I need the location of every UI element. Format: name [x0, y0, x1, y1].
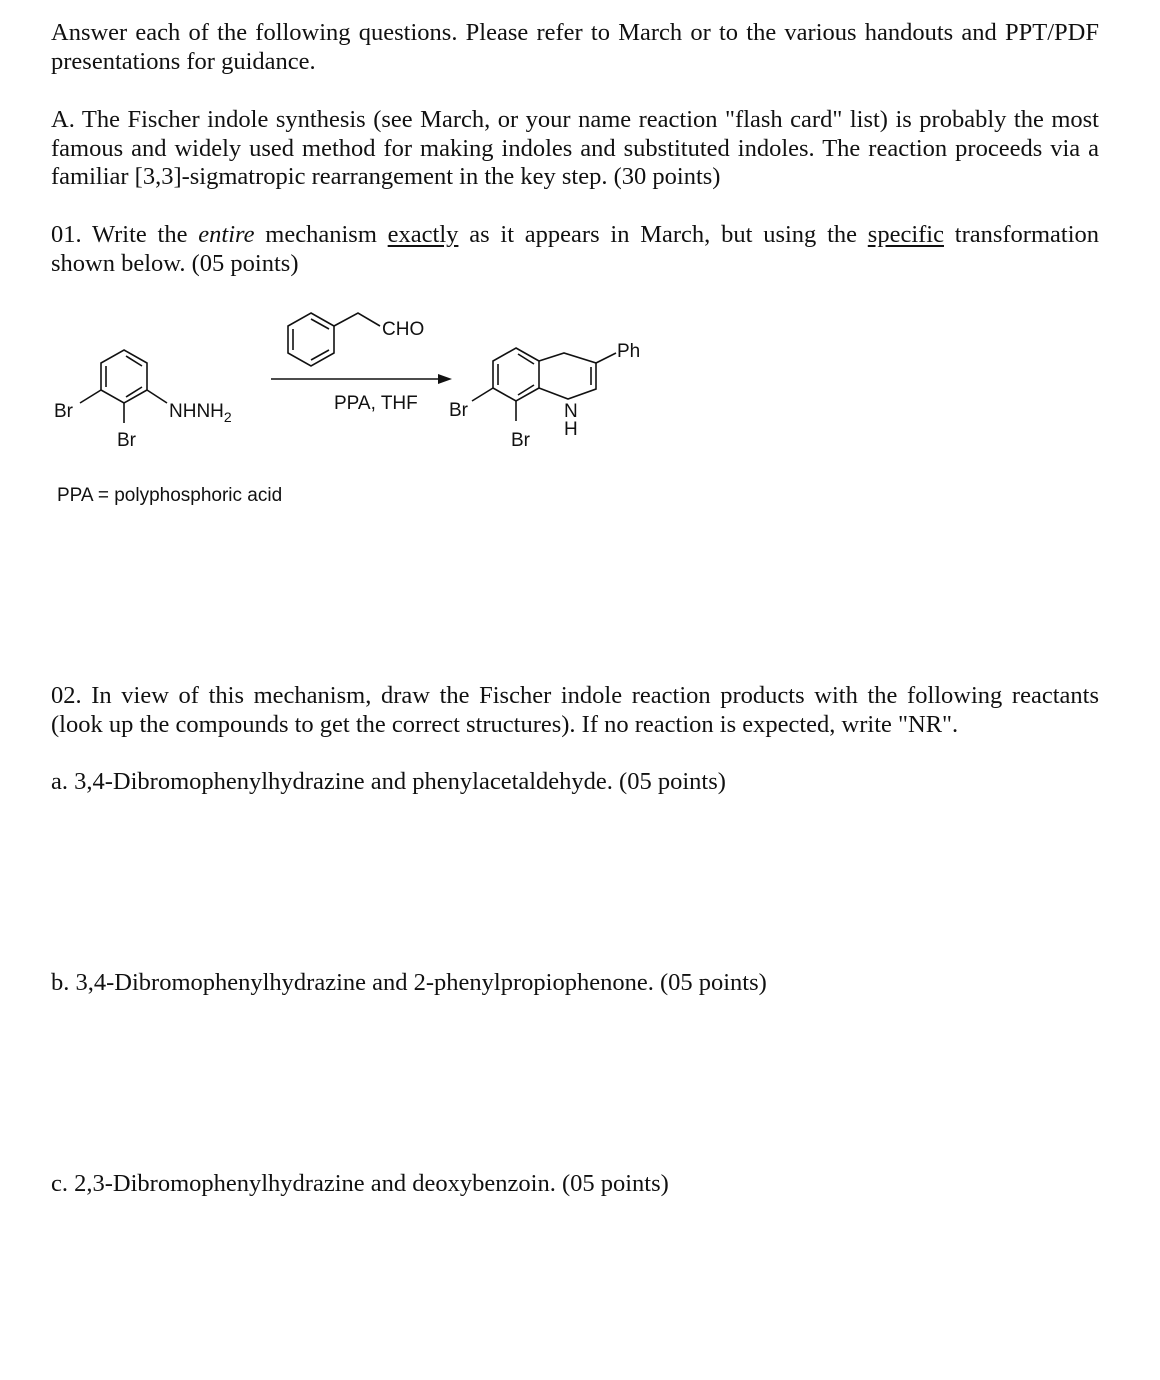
product-pyrrole-ring: [539, 353, 596, 399]
product-br-left: Br: [449, 400, 468, 421]
product-double-bond-2: [518, 385, 534, 395]
q01-underline-exactly: exactly: [387, 221, 459, 248]
q01-mid1: mechanism: [254, 221, 388, 248]
ppa-footnote: PPA = polyphosphoric acid: [57, 485, 283, 506]
product-bond-to-ph: [596, 353, 616, 363]
reagent-double-bond-1: [311, 319, 329, 329]
product-bond-to-br-left: [472, 388, 493, 401]
q01-underline-specific: specific: [867, 221, 944, 248]
reactant-double-bond-2: [126, 387, 142, 397]
question-item-c: c. 2,3-Dibromophenylhydrazine and deoxybenzoin. (05 points): [51, 1170, 669, 1197]
product-structure: [449, 341, 640, 451]
reactant-br-bottom: Br: [117, 430, 136, 451]
reactant-bond-to-br-left: [80, 390, 101, 403]
product-h-label: H: [564, 419, 578, 440]
reagent-cho-label: CHO: [382, 319, 425, 340]
reaction-conditions: PPA, THF: [334, 393, 418, 414]
reagent-structure: [288, 313, 424, 366]
reagent-double-bond-2: [311, 350, 329, 360]
q01-suffix: transformation shown below. (05 points): [51, 221, 1100, 277]
product-double-bond-1: [518, 354, 534, 364]
reaction-arrowhead: [438, 374, 452, 384]
reactant-double-bond-1: [126, 356, 142, 366]
question-item-a: a. 3,4-Dibromophenylhydrazine and phenylacetaldehyde. (05 points): [51, 768, 726, 795]
q01-mid2: as it appears in March, but using the: [458, 221, 868, 248]
product-ph-label: Ph: [617, 341, 641, 362]
q01-prefix: 01. Write the: [51, 221, 199, 248]
reagent-chain: [334, 313, 380, 326]
q01-emphasis-entire: entire: [198, 221, 255, 248]
reactant-benzene-ring: [101, 350, 147, 403]
reactant-hydrazine-group: $NHNH_2$: [169, 401, 232, 425]
product-benzene-ring: [493, 348, 539, 401]
part-a-paragraph: A. The Fischer indole synthesis (see March, or your name reaction "flash card" list) is probably the most famous and widely used method for making indoles and substituted indoles. The reaction proceeds via a familiar [3,3]-sigmatropic rearrangement in the key step. (30 points): [51, 106, 1099, 190]
reagent-benzene-ring: [288, 313, 334, 366]
product-br-bottom: Br: [511, 430, 530, 451]
intro-paragraph: Answer each of the following questions. Please refer to March or to the various handouts and PPT/PDF presentations for guidance.: [51, 19, 1099, 75]
question-02: 02. In view of this mechanism, draw the Fischer indole reaction products with the following reactants (look up the compounds to get the correct structures). If no reaction is expected, write "NR".: [51, 682, 1099, 738]
product-n-label: N: [564, 401, 578, 422]
reactant-bond-to-n: [147, 390, 167, 403]
question-01: [51, 221, 1099, 278]
reactant-structure: [54, 350, 232, 451]
question-item-b: b. 3,4-Dibromophenylhydrazine and 2-phenylpropiophenone. (05 points): [51, 969, 767, 996]
reaction-scheme: [40, 295, 740, 515]
reactant-br-left: Br: [54, 401, 73, 422]
